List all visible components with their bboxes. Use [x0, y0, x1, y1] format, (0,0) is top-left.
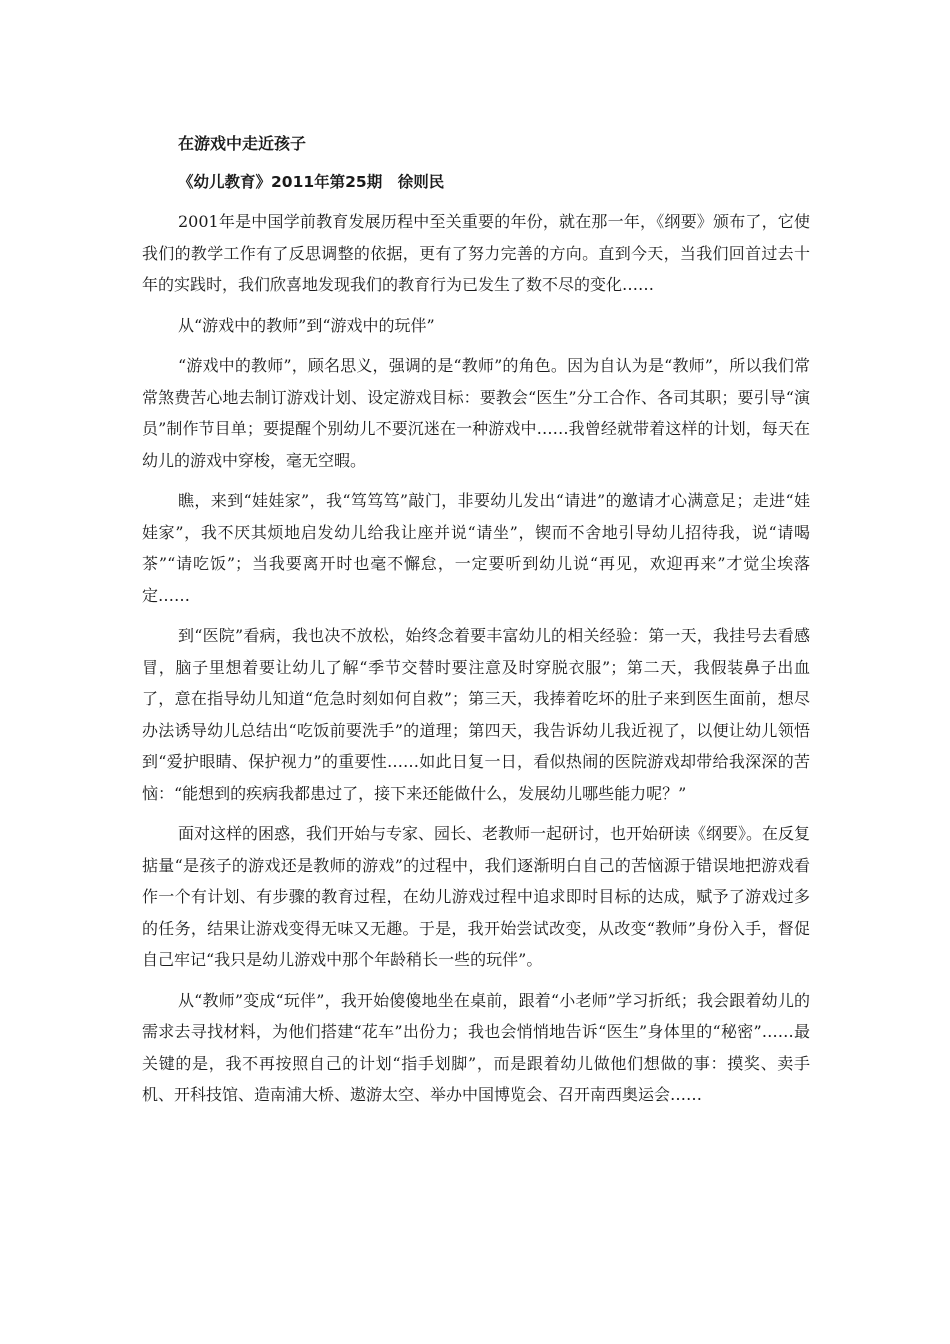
paragraph: “游戏中的教师”，顾名思义，强调的是“教师”的角色。因为自认为是“教师”，所以我们常常煞费苦心地去制订游戏计划、设定游戏目标：要教会“医生”分工合作、各司其职；要引导“演员”制作节目单；要提醒个别幼儿不要沉迷在一种游戏中……我曾经就带着这样的计划，每天在幼儿的游戏中穿梭，毫无空暇。	[142, 356, 810, 470]
article-title: 在游戏中走近孩子	[178, 134, 307, 153]
paragraph-intro: 2001年是中国学前教育发展历程中至关重要的年份，就在那一年，《纲要》颁布了，它使我们的教学工作有了反思调整的依据，更有了努力完善的方向。直到今天，当我们回首过去十年的实践时，我们欣喜地发现我们的教育行为已发生了数不尽的变化……	[142, 212, 810, 294]
paragraph: 瞧，来到“娃娃家”，我“笃笃笃”敲门，非要幼儿发出“请进”的邀请才心满意足；走进“娃娃家”，我不厌其烦地启发幼儿给我让座并说“请坐”，锲而不舍地引导幼儿招待我，说“请喝茶”“请吃饭”；当我要离开时也毫不懈怠，一定要听到幼儿说“再见，欢迎再来”才觉尘埃落定……	[142, 491, 810, 605]
paragraph: 面对这样的困惑，我们开始与专家、园长、老教师一起研讨，也开始研读《纲要》。在反复掂量“是孩子的游戏还是教师的游戏”的过程中，我们逐渐明白自己的苦恼源于错误地把游戏看作一个有计划、有步骤的教育过程，在幼儿游戏过程中追求即时目标的达成，赋予了游戏过多的任务，结果让游戏变得无味又无趣。于是，我开始尝试改变，从改变“教师”身份入手，督促自己牢记“我只是幼儿游戏中那个年龄稍长一些的玩伴”。	[142, 824, 811, 969]
paragraph: 到“医院”看病，我也决不放松，始终念着要丰富幼儿的相关经验：第一天，我挂号去看感冒，脑子里想着要让幼儿了解“季节交替时要注意及时穿脱衣服”；第二天，我假装鼻子出血了，意在指导幼儿知道“危急时刻如何自救”；第三天，我捧着吃坏的肚子来到医生面前，想尽办法诱导幼儿总结出“吃饭前要洗手”的道理；第四天，我告诉幼儿我近视了，以便让幼儿领悟到“爱护眼睛、保护视力”的重要性……如此日复一日，看似热闹的医院游戏却带给我深深的苦恼：“能想到的疾病我都患过了，接下来还能做什么，发展幼儿哪些能力呢？”	[142, 626, 810, 803]
article-source-line: 《幼儿教育》2011年第25期 徐则民	[178, 173, 445, 191]
section-heading: 从“游戏中的教师”到“游戏中的玩伴”	[178, 315, 435, 335]
article-body	[142, 130, 810, 1120]
paragraph: 从“教师”变成“玩伴”，我开始傻傻地坐在桌前，跟着“小老师”学习折纸；我会跟着幼儿的需求去寻找材料，为他们搭建“花车”出份力；我也会悄悄地告诉“医生”身体里的“秘密”……最关键的是，我不再按照自己的计划“指手划脚”，而是跟着幼儿做他们想做的事：摸奖、卖手机、开科技馆、造南浦大桥、遨游太空、举办中国博览会、召开南西奥运会……	[142, 990, 810, 1104]
